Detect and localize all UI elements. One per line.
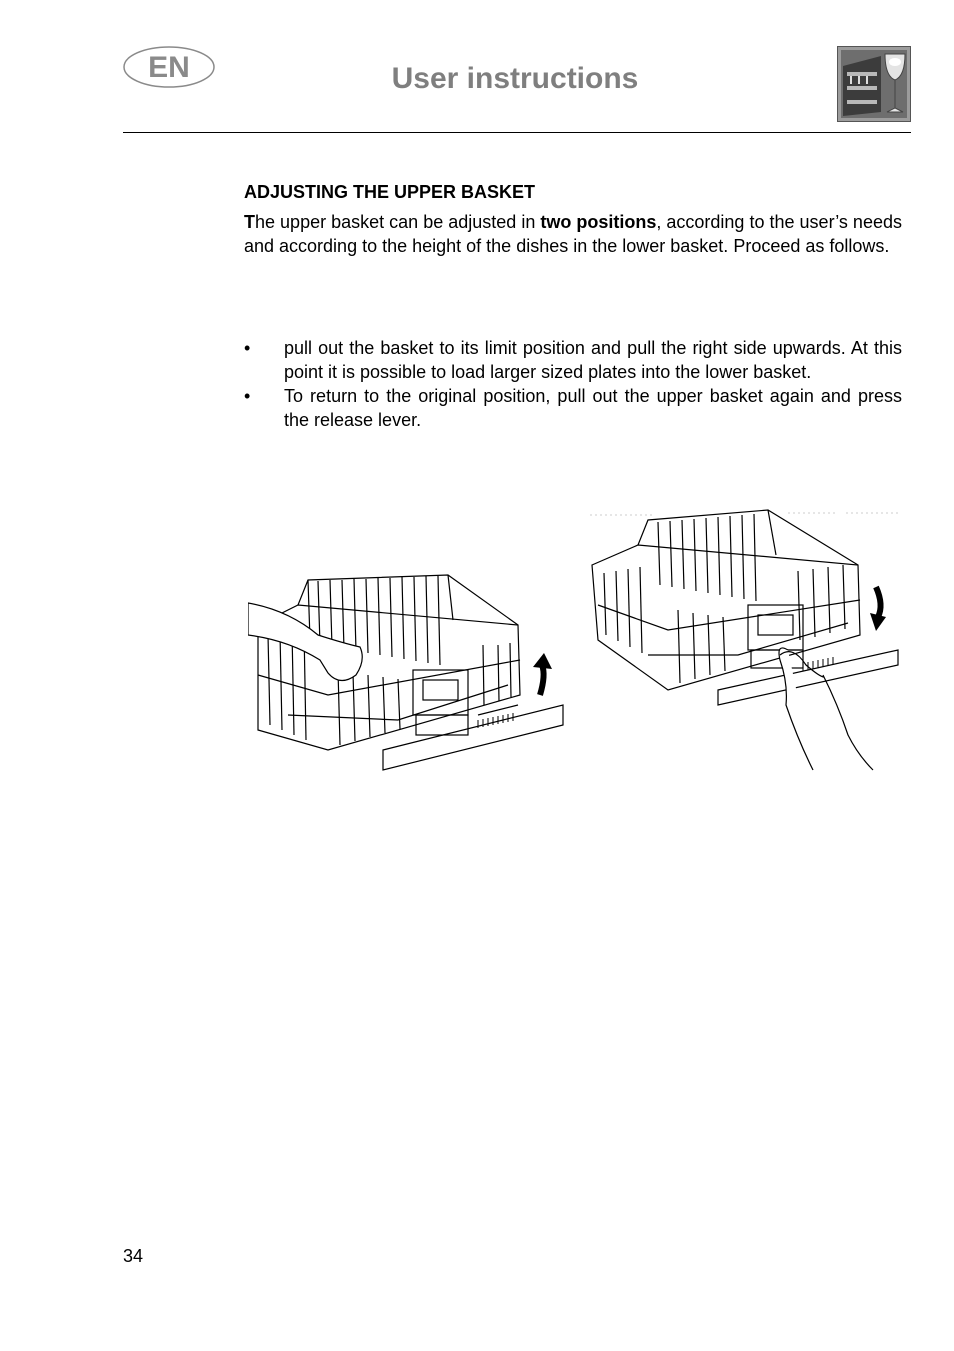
bullet: • [244,338,251,358]
intro-paragraph [244,210,902,258]
dishwasher-logo-icon [837,46,911,122]
page-header [0,0,954,140]
page-number: 34 [123,1246,144,1266]
list-item [244,384,902,432]
step-text: To return to the original position, pull out the upper basket again and press the release lever. [284,386,902,430]
intro-first-letter: T [244,212,255,232]
page-title: User instructions [391,62,639,95]
intro-bold-phrase: two positions [540,212,657,232]
steps-list [244,336,902,432]
basket-raise-illustration-icon [248,565,568,775]
language-code: EN [148,51,190,84]
arrow-up-icon [533,653,552,695]
step-text: pull out the basket to its limit position and pull the right side upwards. At this point it is possible to load larger sized plates into the lower basket. [284,338,902,382]
section-heading: ADJUSTING THE UPPER BASKET [244,182,536,202]
list-item [244,336,902,384]
intro-text-part1: he upper basket can be adjusted in [255,212,541,232]
basket-lower-illustration-icon [588,505,903,775]
intro-text-part2: , according to the user’s needs and according to the height of the dishes in the lower basket. Proceed as follows. [244,212,902,256]
section-content [244,180,902,432]
header-divider [123,132,911,133]
bullet: • [244,386,251,406]
language-badge [123,46,215,88]
arrow-down-icon [870,587,886,631]
